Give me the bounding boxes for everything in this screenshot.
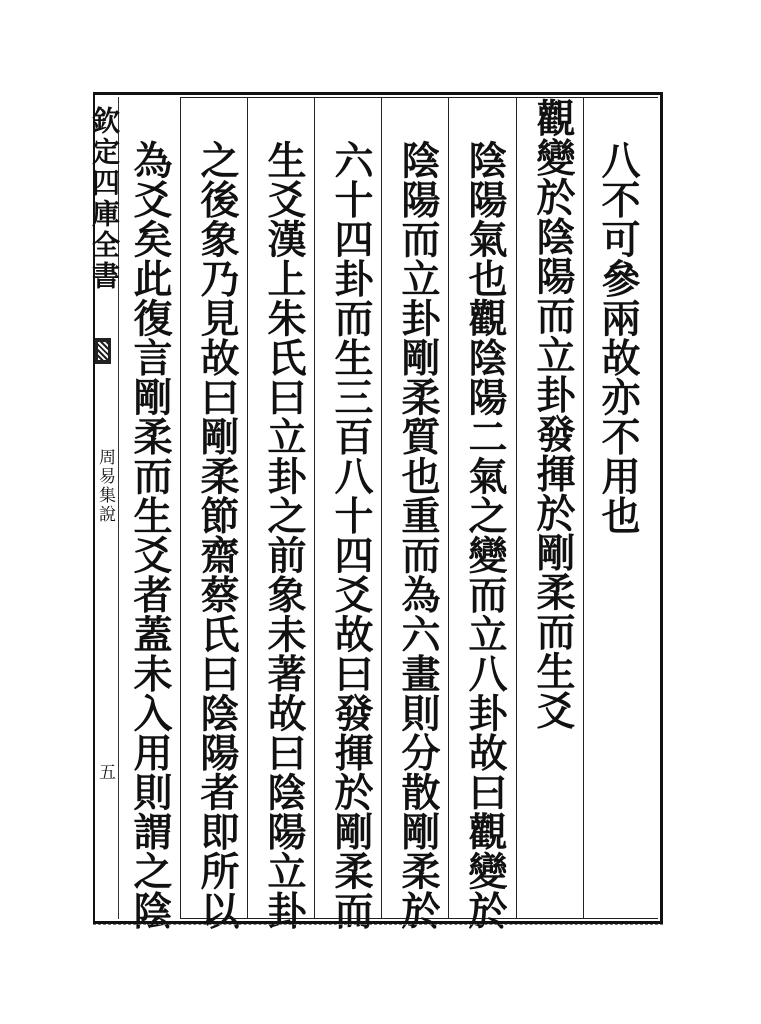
column-rule xyxy=(180,97,181,919)
text-column-4: 陰陽而立卦剛柔質也重而為六畫則分散剛柔於 xyxy=(395,140,441,930)
text-column-6: 生爻漢上朱氏曰立卦之前象未著故曰陰陽立卦 xyxy=(261,140,307,930)
text-column-3: 陰陽氣也觀陰陽二氣之變而立八卦故曰觀變於 xyxy=(462,140,508,930)
column-rule xyxy=(381,97,382,919)
fish-tail-ornament xyxy=(95,338,111,364)
column-rule xyxy=(314,97,315,919)
bottom-edge xyxy=(93,924,663,929)
text-column-7: 之後象乃見故曰剛柔節齋蔡氏曰陰陽者即所以 xyxy=(194,140,240,930)
column-rule xyxy=(247,97,248,919)
text-column-8: 為爻矣此復言剛柔而生爻者蓋未入用則謂之陰 xyxy=(127,140,173,930)
text-column-2: 觀變於陰陽而立卦發揮於剛柔而生爻 xyxy=(530,98,576,730)
collection-title: 欽定四庫全書 xyxy=(88,106,121,292)
text-column-1: 八不可參兩故亦不用也 xyxy=(595,140,641,535)
text-column-5: 六十四卦而生三百八十四爻故曰發揮於剛柔而 xyxy=(328,140,374,930)
column-rule xyxy=(516,97,517,919)
column-rule xyxy=(583,97,584,919)
page-number: 五 xyxy=(95,763,115,782)
book-title: 周易集說 xyxy=(95,448,115,524)
column-rule xyxy=(448,97,449,919)
